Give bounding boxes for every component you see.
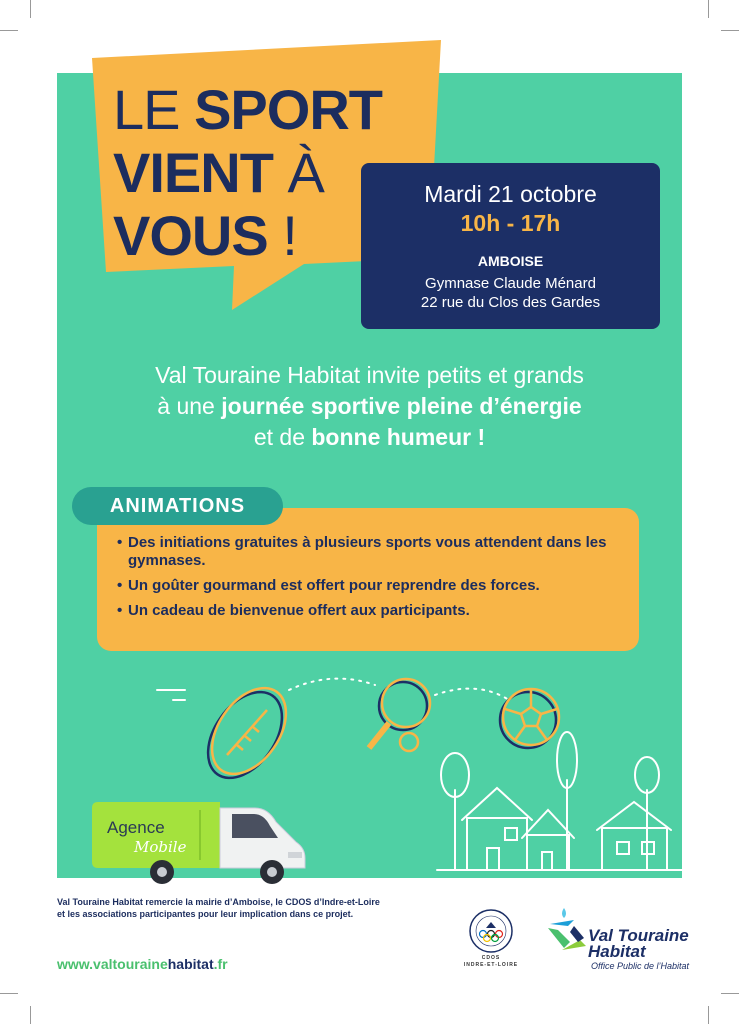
cdos-region: INDRE-ET-LOIRE (463, 962, 519, 968)
logo-name: Val Touraine Habitat (588, 926, 689, 961)
cdos-logo (468, 908, 514, 954)
rugby-ball-icon (193, 674, 301, 791)
tree-icon (557, 732, 577, 870)
event-info-box (361, 163, 660, 329)
list-item: • Des initiations gratuites à plusieurs sports vous attendent dans les gymnases. (117, 534, 627, 570)
van-label-mobile: Mobile (134, 838, 187, 856)
crop-mark (0, 30, 18, 31)
olympic-rings-icon (480, 931, 503, 942)
intro-text: Val Touraine Habitat invite petits et grands à une journée sportive pleine d’énergie et de bonne humeur ! (155, 362, 584, 450)
logo-subtitle: Office Public de l’Habitat (591, 961, 690, 971)
event-city: AMBOISE (477, 253, 544, 269)
crop-mark (30, 1006, 31, 1024)
headline: LE SPORT VIENT À VOUS ! (113, 78, 382, 267)
crop-mark (708, 0, 709, 18)
list-item: • Un cadeau de bienvenue offert aux participants. (117, 602, 627, 620)
crop-mark (721, 993, 739, 994)
cdos-label: CDOS (481, 955, 501, 961)
house-icon (597, 802, 671, 870)
thanks-text: Val Touraine Habitat remercie la mairie d’Amboise, le CDOS d’Indre-et-Loire et les associations participantes pour leur implication dans ce projet. (57, 897, 380, 919)
event-hours: 10h - 17h (460, 210, 561, 236)
crop-mark (708, 1006, 709, 1024)
val-touraine-habitat-logo (544, 906, 590, 956)
event-date: Mardi 21 octobre (424, 181, 597, 207)
crop-mark (721, 30, 739, 31)
van-label-agence: Agence (107, 818, 165, 837)
event-address: 22 rue du Clos des Gardes (420, 294, 601, 311)
delivery-van-icon (90, 800, 310, 885)
table-tennis-icon (369, 679, 430, 751)
animations-list (117, 534, 627, 627)
crop-mark (30, 0, 31, 18)
tree-icon (441, 753, 469, 870)
event-venue: Gymnase Claude Ménard (425, 275, 596, 292)
list-item: • Un goûter gourmand est offert pour reprendre des forces. (117, 577, 627, 595)
soccer-ball-icon (500, 689, 559, 748)
animations-title: ANIMATIONS (72, 487, 283, 525)
crop-mark (0, 993, 18, 994)
house-icon (462, 788, 532, 870)
website-link[interactable]: www.valtourainehabitat.fr (57, 956, 228, 972)
